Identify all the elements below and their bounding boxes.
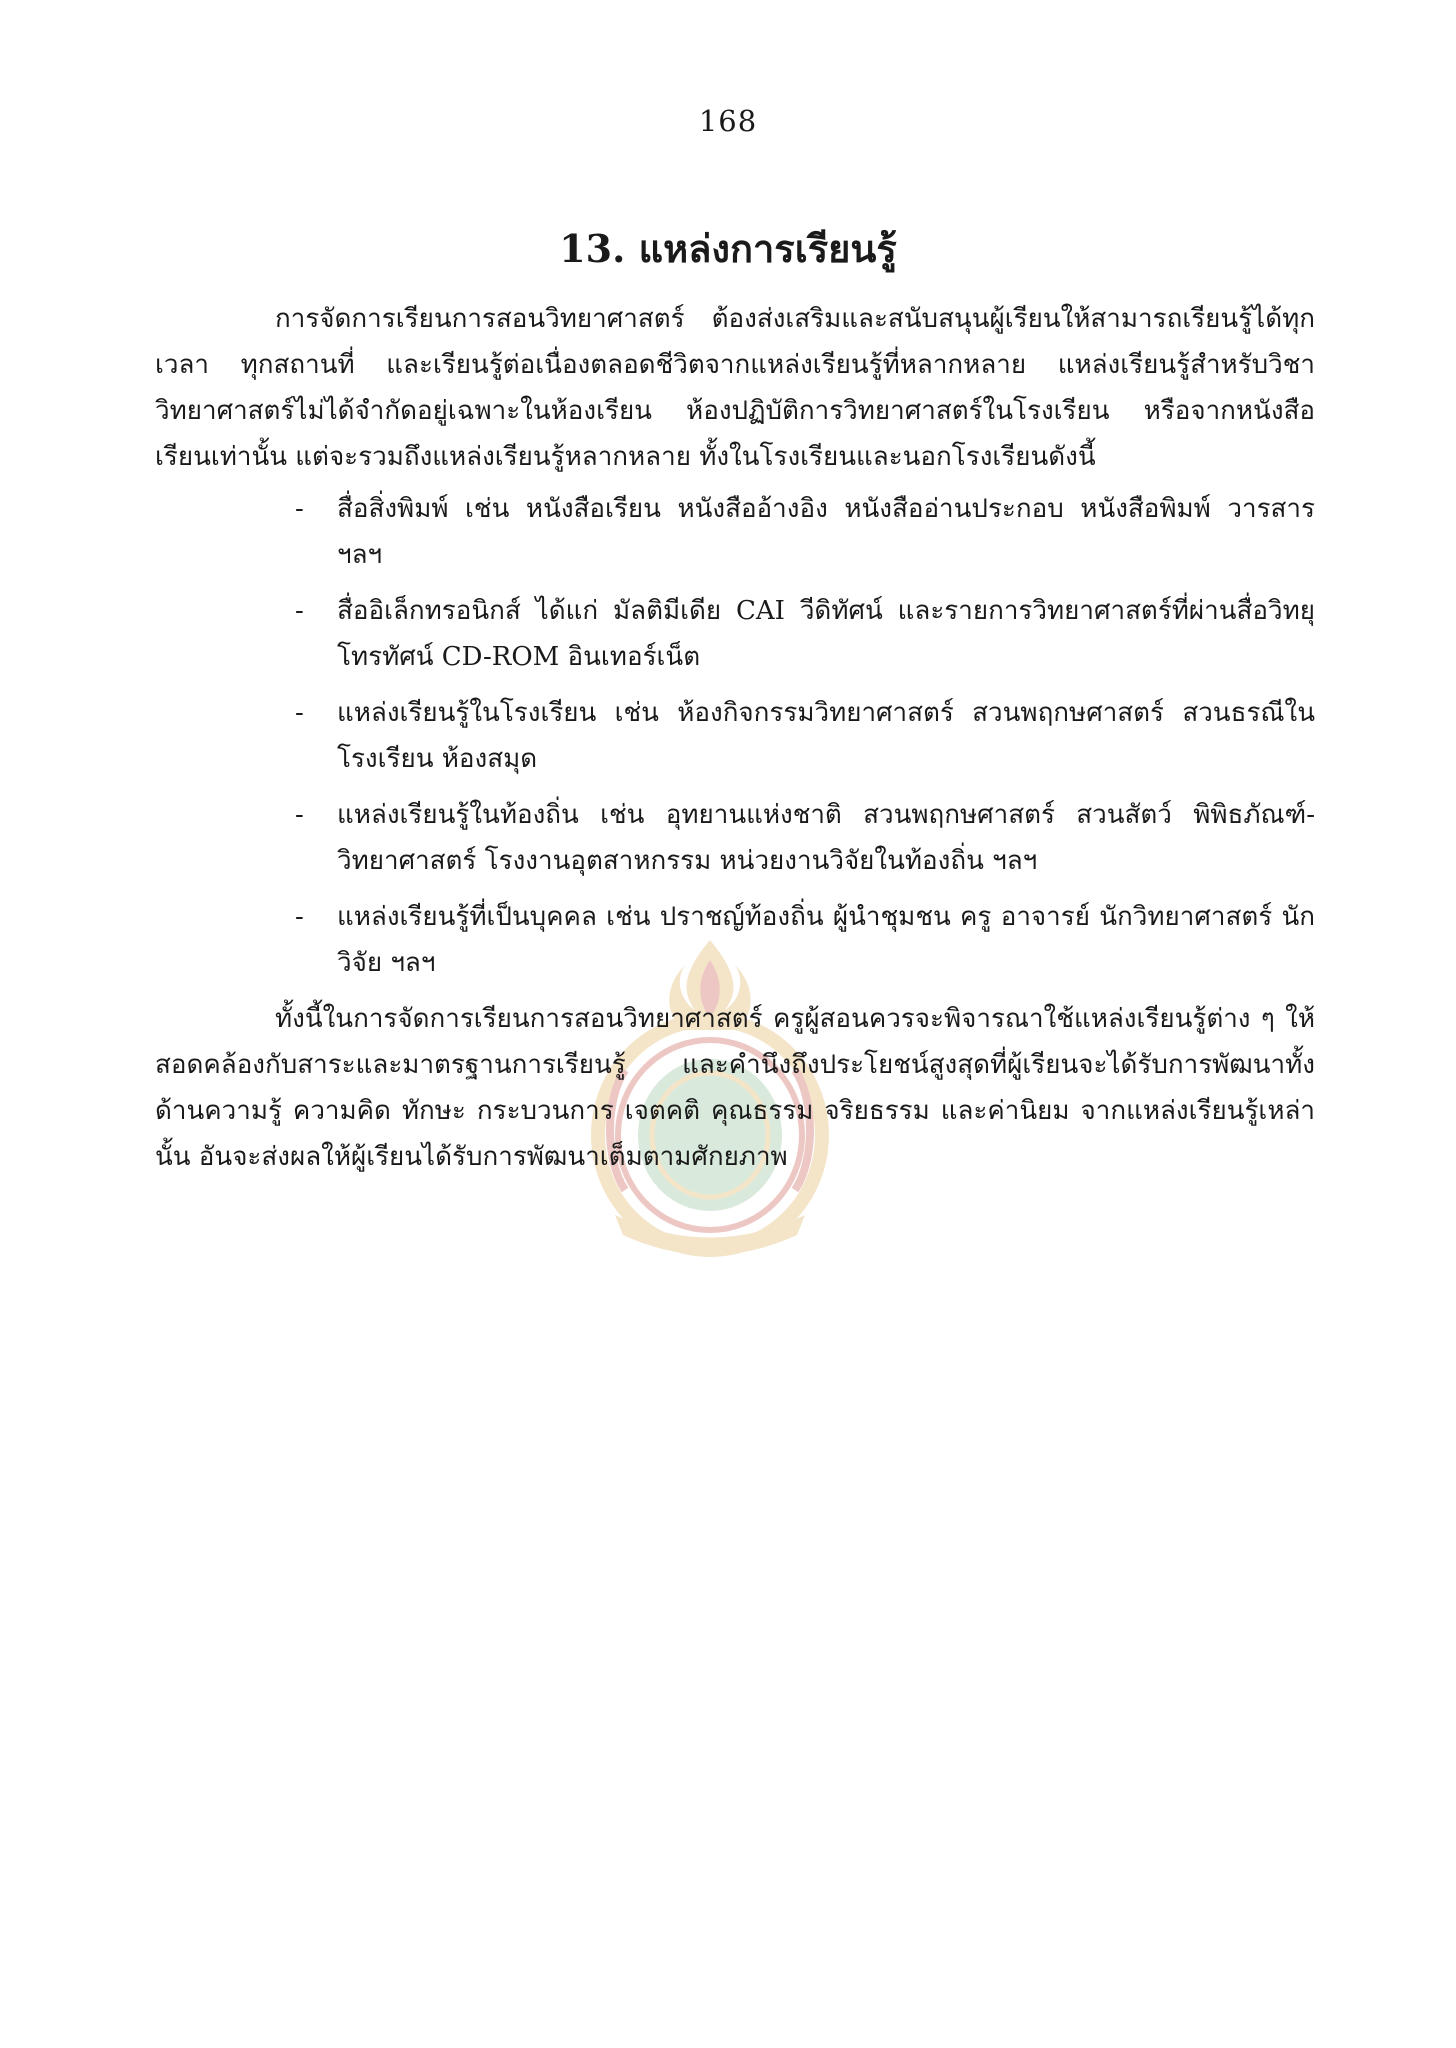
intro-paragraph: การจัดการเรียนการสอนวิทยาศาสตร์ ต้องส่งเสริมและสนับสนุนผู้เรียนให้สามารถเรียนรู้ได้ทุกเวลา ทุกสถานที่ และเรียนรู้ต่อเนื่องตลอดชีวิตจากแหล่งเรียนรู้ที่หลากหลาย แหล่งเรียนรู้สำหรับวิชาวิทยาศาสตร์ไม่ได้จำกัดอยู่เฉพาะในห้องเรียน ห้องปฏิบัติการวิทยาศาสตร์ในโรงเรียน หรือจากหนังสือเรียนเท่านั้น แต่จะรวมถึงแหล่งเรียนรู้หลากหลาย ทั้งในโรงเรียนและนอกโรงเรียนดังนี้	[155, 304, 1315, 472]
list-item-text: แหล่งเรียนรู้ในท้องถิ่น เช่น อุทยานแห่งชาติ สวนพฤกษศาสตร์ สวนสัตว์ พิพิธภัณฑ์-วิทยาศาสตร์ โรงงานอุตสาหกรรม หน่วยงานวิจัยในท้องถิ่น ฯลฯ	[337, 800, 1315, 876]
list-item	[155, 894, 1315, 986]
list-item-text: แหล่งเรียนรู้ในโรงเรียน เช่น ห้องกิจกรรมวิทยาศาสตร์ สวนพฤกษศาสตร์ สวนธรณีในโรงเรียน ห้องสมุด	[337, 698, 1315, 774]
list-item	[155, 588, 1315, 680]
list-item	[155, 486, 1315, 578]
section-title: 13. แหล่งการเรียนรู้	[559, 226, 897, 271]
closing-paragraph: ทั้งนี้ในการจัดการเรียนการสอนวิทยาศาสตร์ ครูผู้สอนควรจะพิจารณาใช้แหล่งเรียนรู้ต่าง ๆ ให้สอดคล้องกับสาระและมาตรฐานการเรียนรู้ และคำนึงถึงประโยชน์สูงสุดที่ผู้เรียนจะได้รับการพัฒนาทั้งด้านความรู้ ความคิด ทักษะ กระบวนการ เจตคติ คุณธรรม จริยธรรม และค่านิยม จากแหล่งเรียนรู้เหล่านั้น อันจะส่งผลให้ผู้เรียนได้รับการพัฒนาเต็มตามศักยภาพ	[155, 1004, 1315, 1172]
list-item-text: สื่ออิเล็กทรอนิกส์ ได้แก่ มัลติมีเดีย CAI วีดิทัศน์ และรายการวิทยาศาสตร์ที่ผ่านสื่อวิทยุโทรทัศน์ CD-ROM อินเทอร์เน็ต	[337, 596, 1315, 672]
list-item-text: สื่อสิ่งพิมพ์ เช่น หนังสือเรียน หนังสืออ้างอิง หนังสืออ่านประกอบ หนังสือพิมพ์ วารสาร ฯลฯ	[337, 494, 1315, 570]
list-item	[155, 792, 1315, 884]
bullet-dash: -	[295, 698, 304, 728]
bullet-dash: -	[295, 596, 304, 626]
learning-resource-list	[155, 486, 1315, 986]
list-item-text: แหล่งเรียนรู้ที่เป็นบุคคล เช่น ปราชญ์ท้องถิ่น ผู้นำชุมชน ครู อาจารย์ นักวิทยาศาสตร์ นักวิจัย ฯลฯ	[337, 902, 1315, 978]
document-body	[155, 296, 1315, 1180]
page-number: 168	[698, 104, 758, 138]
bullet-dash: -	[295, 800, 304, 830]
bullet-dash: -	[295, 902, 304, 932]
list-item	[155, 690, 1315, 782]
bullet-dash: -	[295, 494, 304, 524]
